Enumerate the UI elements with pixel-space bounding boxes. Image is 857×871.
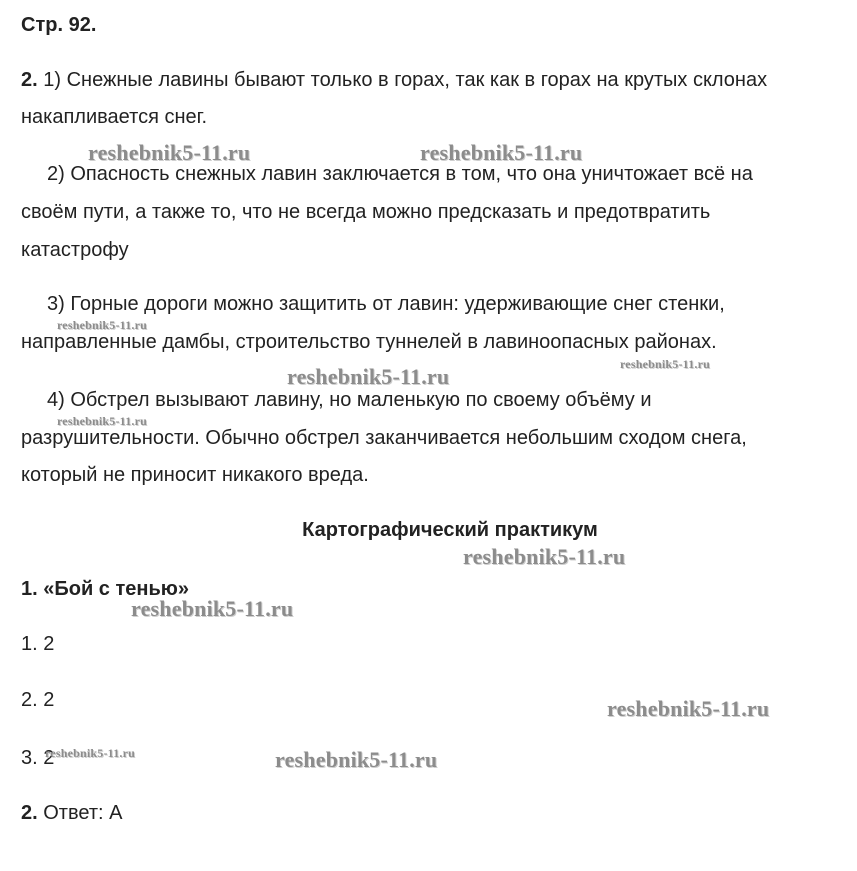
answer-1: 1. 2 <box>21 633 55 655</box>
task-2-item-3-line-1: 3) Горные дороги можно защитить от лавин: удерживающие снег стенки, <box>47 293 725 315</box>
task-2-item-4-line-1: 4) Обстрел вызывают лавину, но маленькую по своему объёму и <box>47 389 652 411</box>
watermark: reshebnik5-11.ru <box>620 357 710 371</box>
task-2-item-3-line-2: направленные дамбы, строительство туннелей в лавиноопасных районах. <box>21 331 717 353</box>
task-2-item-2-line-1: 2) Опасность снежных лавин заключается в том, что она уничтожает всё на <box>47 163 753 185</box>
watermark: reshebnik5-11.ru <box>57 414 147 428</box>
task-1-title: 1. «Бой с тенью» <box>21 578 189 600</box>
section-heading: Картографический практикум <box>302 519 598 541</box>
task-2-number: 2. <box>21 802 38 824</box>
task-2-item-1-line-2: накапливается снег. <box>21 106 208 128</box>
watermark: reshebnik5-11.ru <box>607 696 770 721</box>
answer-3: 3. 2 <box>21 747 55 769</box>
item-1-text: 1) Снежные лавины бывают только в горах, так как в горах на крутых склонах <box>37 69 768 91</box>
task-2-answer-text: Ответ: А <box>37 802 123 824</box>
task-2-item-2-line-3: катастрофу <box>21 239 129 261</box>
task-2-item-4-line-3: который не приносит никакого вреда. <box>21 464 369 486</box>
page-title: Стр. 92. <box>21 14 97 36</box>
watermark: reshebnik5-11.ru <box>131 596 294 621</box>
watermark: reshebnik5-11.ru <box>88 140 251 165</box>
task-2-item-4-line-2: разрушительности. Обычно обстрел заканчивается небольшим сходом снега, <box>21 427 747 449</box>
watermark: reshebnik5-11.ru <box>45 746 135 760</box>
task-2-answer <box>21 801 122 825</box>
watermark: reshebnik5-11.ru <box>57 318 147 332</box>
task-2-item-2-line-2: своём пути, а также то, что не всегда можно предсказать и предотвратить <box>21 201 711 223</box>
watermark: reshebnik5-11.ru <box>420 140 583 165</box>
task-2-item-1-line-1 <box>21 68 767 92</box>
task-number: 2. <box>21 69 38 91</box>
watermark: reshebnik5-11.ru <box>287 364 450 389</box>
answer-2: 2. 2 <box>21 689 55 711</box>
watermark: reshebnik5-11.ru <box>275 747 438 772</box>
watermark: reshebnik5-11.ru <box>463 544 626 569</box>
